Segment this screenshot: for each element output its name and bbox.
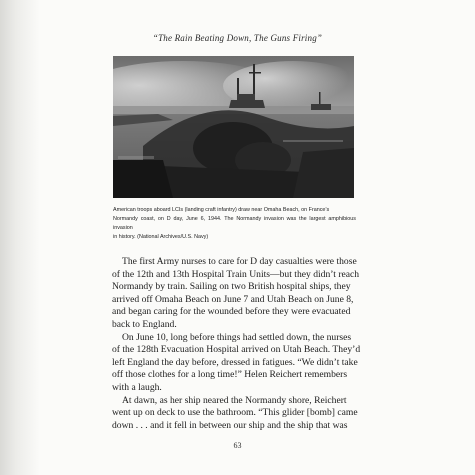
photo-caption xyxy=(113,206,356,242)
body-line: went up on deck to use the bathroom. “This glider [bomb] came xyxy=(112,407,358,419)
body-line: On June 10, long before things had settled down, the nurses xyxy=(122,331,352,343)
landing-craft-photo xyxy=(113,56,354,198)
body-line: The first Army nurses to care for D day casualties were those xyxy=(122,256,357,267)
body-line: down . . . and it fell in between our ship and the ship that was xyxy=(112,419,348,431)
caption-line: American troops aboard LCIs (landing craft infantry) draw near Omaha Beach, on France’s xyxy=(113,207,330,213)
body-line: of the 128th Evacuation Hospital arrived on Utah Beach. They’d xyxy=(112,344,361,356)
body-text xyxy=(112,256,361,432)
caption-line: in history. (National Archives/U.S. Navy) xyxy=(113,234,209,240)
body-line: At dawn, as her ship neared the Normandy shore, Reichert xyxy=(122,394,347,406)
body-line: arrived off Omaha Beach on June 7 and Utah Beach on June 8, xyxy=(112,293,354,305)
running-head: “The Rain Beating Down, The Guns Firing” xyxy=(152,33,323,43)
caption-line: Normandy coast, on D day, June 6, 1944. The Normandy invasion was the largest amphibious invasion xyxy=(113,216,356,231)
page-number: 63 xyxy=(233,441,242,450)
body-line: of the 12th and 13th Hospital Train Units—but they didn’t reach xyxy=(112,268,360,280)
body-line: back to England. xyxy=(112,318,177,330)
body-line: and began caring for the wounded before they were evacuated xyxy=(112,306,351,318)
body-line: Normandy by train. Sailing on two British hospital ships, they xyxy=(112,281,351,293)
body-line: with a laugh. xyxy=(112,381,162,393)
body-line: off those clothes for a long time!” Helen Reichert remembers xyxy=(112,369,348,381)
page-gutter-shadow xyxy=(0,0,40,475)
photo-illustration xyxy=(113,56,354,198)
body-line: left England the day before, dressed in fatigues. “We didn’t take xyxy=(112,356,358,368)
